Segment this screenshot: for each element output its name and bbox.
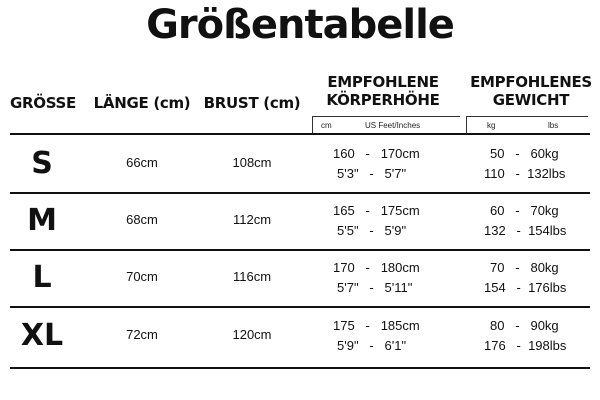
header-weight-line2: GEWICHT [492, 91, 570, 109]
header-length: LÄNGE (cm) [93, 94, 191, 112]
header-size: GRÖSSE [10, 94, 76, 112]
row-separator [10, 192, 590, 194]
header-chest: BRUST (cm) [203, 94, 301, 112]
weight-kg-range: 70 - 80kg [490, 260, 559, 275]
height-cm-range: 160 - 170cm [333, 146, 420, 161]
row-separator [10, 249, 590, 251]
weight-lbs-range: 154 - 176lbs [484, 280, 567, 295]
header-separator [10, 133, 590, 135]
height-subheader-top-rule [312, 116, 460, 117]
size-label: XL [20, 318, 64, 353]
header-weight-line1: EMPFOHLENES [470, 73, 592, 91]
height-cm-range: 175 - 185cm [333, 318, 420, 333]
height-subheader-left-border [312, 116, 313, 133]
weight-kg-range: 80 - 90kg [490, 318, 559, 333]
size-label: L [32, 260, 52, 295]
size-label: S [31, 146, 53, 181]
subheader-weight-kg: kg [487, 121, 496, 130]
chest-value: 116cm [232, 269, 272, 284]
weight-lbs-range: 132 - 154lbs [484, 223, 567, 238]
chest-value: 108cm [232, 155, 272, 170]
length-value: 68cm [126, 212, 158, 227]
weight-kg-range: 50 - 60kg [490, 146, 559, 161]
height-cm-range: 165 - 175cm [333, 203, 420, 218]
weight-lbs-range: 176 - 198lbs [484, 338, 567, 353]
chest-value: 112cm [232, 212, 272, 227]
weight-subheader-top-rule [466, 116, 588, 117]
height-cm-range: 170 - 180cm [333, 260, 420, 275]
height-ft-range: 5'3" - 5'7" [337, 166, 407, 181]
length-value: 72cm [126, 327, 158, 342]
header-height-line1: EMPFOHLENE [327, 73, 439, 91]
page-title: Größentabelle [146, 2, 454, 48]
size-label: M [27, 203, 57, 238]
weight-kg-range: 60 - 70kg [490, 203, 559, 218]
height-ft-range: 5'9" - 6'1" [337, 338, 407, 353]
row-separator [10, 367, 590, 369]
row-separator [10, 306, 590, 308]
weight-lbs-range: 110 - 132lbs [484, 166, 566, 181]
height-ft-range: 5'5" - 5'9" [337, 223, 407, 238]
chest-value: 120cm [232, 327, 272, 342]
subheader-height-us: US Feet/Inches [365, 121, 421, 130]
length-value: 70cm [126, 269, 158, 284]
subheader-weight-lbs: lbs [548, 121, 559, 130]
height-ft-range: 5'7" - 5'11" [337, 280, 413, 295]
subheader-height-cm: cm [321, 121, 332, 130]
header-height-line2: KÖRPERHÖHE [326, 91, 440, 109]
weight-subheader-left-border [466, 116, 467, 133]
length-value: 66cm [126, 155, 158, 170]
